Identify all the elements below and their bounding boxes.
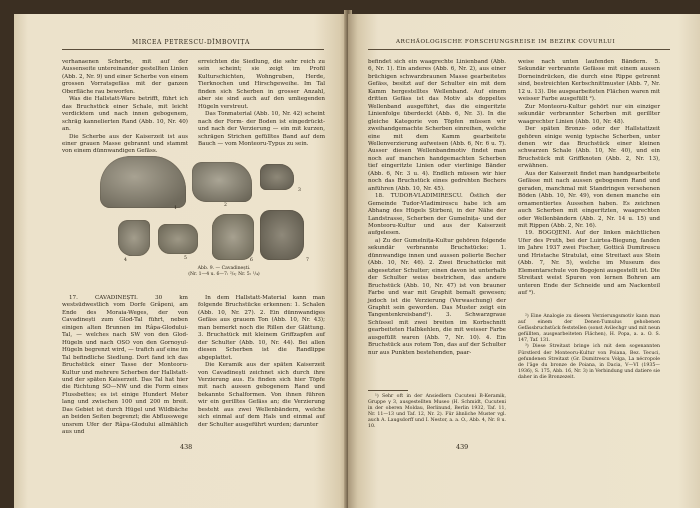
left-col2-top xyxy=(198,59,325,148)
left-col1-top xyxy=(62,59,188,156)
page-number-right: 439 xyxy=(456,443,469,451)
paragraph: Aus der Kaiserzeit findet man handgearbeitete Gefässe mit nach aussen gebogenem Rand und geraden, manchmal mit Standringen versehenen Böden (Abb. 10, Nr. 49), von denen manche ein ornamentiertes Aussehen haben. Es zeichnen auch Scherben mit eingeritzten, waagrechten oder Wellenbändern (Abb. 2, Nr. 14 u. 15) und mit Rippen (Abb. 2, Nr. 16). xyxy=(518,170,660,229)
paragraph: a) Zu der Gumelnița-Kultur gehören folgende sekundär verbrannte Bruchstücke: 1. dünnwandige innen und aussen polierte Becher (Abb. 10, Nr. 46). 2. Zwei Bruchstücke mit abgesetzter Schulter; einen davon ist unterhalb der Schulter weiss bestrichen, das andere Bruchstück (Abb. 10, Nr. 47) ist von brauner Farbe und war mit Graphit bemalt gewesen; jedoch ist die Verzierung (Verwaschung) der Graphit sein geworden. Das Muster zeigt ein Tangentenkreisband¹). 3. Schwarzgraue Schüssel mit zwei breiten im Korbschnitt gearbeiteten Halbkehlen, die mit weisser Farbe ausgefüllt waren (Abb. 7, Nr. 10). 4. Ein Bruchstück aus rotem Ton, das auf der Schulter nur aus Punkten bestehenden, paar- xyxy=(368,237,506,356)
sherd-5 xyxy=(158,224,198,254)
right-col2 xyxy=(518,59,660,298)
paragraph: Der späten Bronze- oder der Hallstattzeit gehören einige wenig typische Scherben, unter denen wir das Bruchstück einer kleinen schwarzen Schale (Abb. 10, Nr. 40), und ein Bruchstück mit Griffknoten (Abb. 2, Nr. 13), erwähnen. xyxy=(518,126,660,170)
paragraph: Das Tonmaterial (Abb. 10, Nr. 42) scheint nach der Form- der Boden ist eingedrückt- und nach der Verzierung — ein mit kurzen, schrägen Strichen gefülltes Band auf dem Bauch — vom Monteoru-Typus zu sein. xyxy=(198,111,325,147)
footnotes-col1 xyxy=(368,394,506,431)
right-col1 xyxy=(368,59,506,357)
figure-caption: Abb. 9. — Cavadinești. xyxy=(197,266,251,271)
footnotes-col2 xyxy=(518,314,660,381)
paragraph: Die Scherbe aus der Kaiserzeit ist aus einer grauen Masse gebrannt und stammt von einem dünnwandigen Gefäss. xyxy=(62,133,188,155)
paragraph: weise nach unten laufenden Bändern. 5. Sekundär verbrannte Gefässe mit einem aussen Dorneindrücken, die durch eine Rippe getrennt sind, bestreichten Kerbschnittmuster (Abb. 7, Nr. 12 u. 13). Die ausgearbeiteten Flächen waren mit weisser Farbe ausgefüllt ²). xyxy=(518,59,660,103)
paragraph: In dem Hallstatt-Material kann man folgende Bruchstücke erkennen: 1. Schalen (Abb. 10, Nr. 27). 2. Ein dünnwandiges Gefäss aus grauem Ton (Abb. 10, Nr. 43); man bemerkt noch die Rillen der Glättung. 3. Bruchstück mit kleinem Griffzapfen auf der Schulter (Abb. 10, Nr. 44). Bei allen diesen Scherben ist die Randlippe abgeplattet. xyxy=(198,295,325,361)
left-col2-bottom xyxy=(198,295,325,429)
paragraph: Was die Hallstatt-Ware betrifft, führt ich das Bruchstück einer Schale, mit leicht verdicktem und nach innen gebogenem, schräg kannelierten Rand (Abb. 10, Nr. 40) an. xyxy=(62,96,188,133)
paragraph: verhanaenen Scherbe, mit auf der Aussenseite untereinander gestellten Linien (Abb. 2, Nr. 9) und einer Scherbe von einem grossen Vorratsgefäss mit der ganzen Oberfläche rau beworfen. xyxy=(62,59,188,95)
left-col1-bottom xyxy=(62,295,188,437)
running-head-right: ARCHÄOLOGISCHE FORSCHUNGSREISE IM BEZIRK COVURLUI xyxy=(396,39,616,45)
page-number-left: 438 xyxy=(180,443,193,451)
paragraph: 19. BOGOJENI. Auf der linken mächtlichen Ufer des Pruth, bei der Luirtea-Biegung, fanden im Jahre 1937 zwei Fischer, Gottică Dumitrescu und Hristache Stratulat, eine Streitaxt aus Stein (Abb. 7, Nr. 5), welche im Museum des Elementarschule von Bogojeni ausgestellt ist. Die Streitaxt weist Spuren von lernen Bohren am unteren Ende der Schneide und am Nackenteil auf ³). xyxy=(518,230,660,297)
figure-label: 5 xyxy=(184,256,187,261)
figure-label: 3 xyxy=(298,188,301,193)
figure-label: 6 xyxy=(250,258,253,263)
paragraph: Zur Monteoru-Kultur gehört nur ein einziger sekundär verbrannter Scherben mit gerillter waagrechter Linien (Abb. 10, Nr. 48). xyxy=(518,103,660,125)
paragraph: befindet sich ein waagrechte Linienband (Abb. 6, Nr. 1). Ein anderes (Abb. 6, Nr. 2), aus einer brüchigen schwarzbraunen Masse gearbeitetes Gefäss, besitzt auf der Schulter ein mit dem Kamm hergestelltes Wellenband. Auf einem dritten Gefäss ist das Motiv als doppeltes Wellenband ausgeführt, das die eingeritzte Linienfolge überdeckt (Abb. 6, Nr. 3). In die gleiche Kategorie von Töpfen müssen wir zweihandgemachte Scherben einreihen, welche eine mit dem Kamm gearbeitete Wellenverzierung aufweisen (Abb. 6, Nr. 6 u. 7). Ausser diesen Wellenbandmotiv findet man noch auf manchen handgemachten Scherben tief eingeritzte Linien oder vierlinige Bänder (Abb. 6, Nr. 3 u. 4). Endlich müssen wir hier noch das Bruchstück eines gedrehten Bechers anführen (Abb. 10, Nr. 45). xyxy=(368,59,506,192)
running-head-left: MIRCEA PETRESCU-DÎMBOVIȚA xyxy=(132,39,250,46)
header-rule-left xyxy=(62,49,324,50)
footnote: ²) Eine Analogie zu diesem Verzierungsmotiv kann man auf einem der Denen-Tumulus gehobenen Gefässbruchstück feststellen (sonst Avilechgr und mit neun gefüllten, ausgearbeiteten Flächen), H. Popa, a. a. O. S. 147, Taf. 131. xyxy=(518,314,660,344)
figure-label: 7 xyxy=(306,258,309,263)
paragraph: 18. TUDOR-VLADIMIRESCU. Östlich der Gemeinde Tudor-Vladimirescu habe ich am Abhang des Hügels Știrbeni, in der Nähe der Landstrasse, Scherben der Gumelnița- und der Monteoru-Kultur und aus der Kaiserzeit aufgelesen. xyxy=(368,193,506,237)
header-rule-right xyxy=(368,49,670,50)
figure-label: 2 xyxy=(224,203,227,208)
paragraph: 17. CAVADINEȘTI. 30 km westsüdwestlich vom Dorfe Grăpeni, am Ende des Moraia-Weges, der von Cavadinești zum Glod-Tal führt, neben einigen alten Brunnen im Râpa-Glodului-Tal, — welches nach SW von den Glod-Hügeln und nach OSO von den Gornoyul-Hügeln begrenzt wird, — trafich auf eine im Tal befindliche Siedlung. Dort fand ich das Bruchstück einer Tasse der Monteoru-Kultur und mehrere Scherben der Hallstatt- und der späten Kaiserzeit. Das Tal hat hier die Richtung SO—NW und die Form eines Flussbettes; es ist einige Hundert Meter lang und zwischen 100 und 200 m breit. Das Gebiet ist durch Hügel und Wildbäche an beiden Seiten begrenzt; die Abflusswege unsrem Ufer der Râpa-Glodului allmählich aus und xyxy=(62,295,188,436)
sherd-6 xyxy=(212,214,254,260)
footnote-rule xyxy=(368,390,408,391)
figure-pottery-sherds xyxy=(74,154,324,282)
figure-label: 1 xyxy=(174,206,177,211)
left-page xyxy=(14,14,348,508)
sherd-2 xyxy=(192,162,252,202)
sherd-4 xyxy=(118,220,150,256)
right-page xyxy=(348,14,700,508)
figure-subcaption: (Nr. 1—4 u. 6—7: ²/₃; Nr. 5: ¹/₄) xyxy=(188,272,260,277)
sherd-1 xyxy=(100,156,186,208)
paragraph: Die Keramik aus der späten Kaiserzeit von Cavadinești zeichnet sich durch ihre Verzierung aus. Es finden sich hier Töpfe mit nach aussen gebogenem Rand und bekannte Schalformen. Von ihnen führen wir ein gerilltes Gefäss an; die Verzierung besteht aus zwei Wellenbändern, welche sich einmal auf dem Hals und einmal auf der Schulter ausgeführt wurden; darunter xyxy=(198,362,325,428)
figure-label: 4 xyxy=(124,258,127,263)
paragraph: erreichten die Siedlung, die sehr reich zu sein scheint; sie zeigt im Profil Kulturschichten, Wohngruben, Herde, Tierknochen und Hirschgeweihe. Im Tal finden sich Scherben in grosser Anzahl, aber sie sind auch auf den umliegenden Hügeln verstreut. xyxy=(198,59,325,110)
sherd-7 xyxy=(260,210,304,260)
footnote: ³) Diese Streitaxt bringe ich mit dem sogenannten Fürstlerd der Monteoru-Kultur von Poiana, Bez. Tecuci, gefundenen Streitaxt (Gr. Dumitrescu Volga, La nécropole de l'âge du bronze de Poiana, in Dacia, V—VI (1935—1936), S. 175, Abb. 16, Nr. 3) in Verbindung und datiere sie daher in die Bronzezeit. xyxy=(518,344,660,380)
sherd-3 xyxy=(260,164,294,190)
footnote: ¹) Sehr oft in der Ansiedlern Cucuteni B-Keramik, Gruppe γ 3, ausgestellten Museo (H. Schmidt, Cucuteni in der oberen Moldau, Berlinund, Berlin 1932, Taf. 11, Nr. 11—13 und Taf. 12, Nr. 2). Für ähnliche Muster vgl. auch A. Laugsdorff und I. Nestor, a. a. O., Abb. 4, Nr. 8 u. 10. xyxy=(368,394,506,430)
